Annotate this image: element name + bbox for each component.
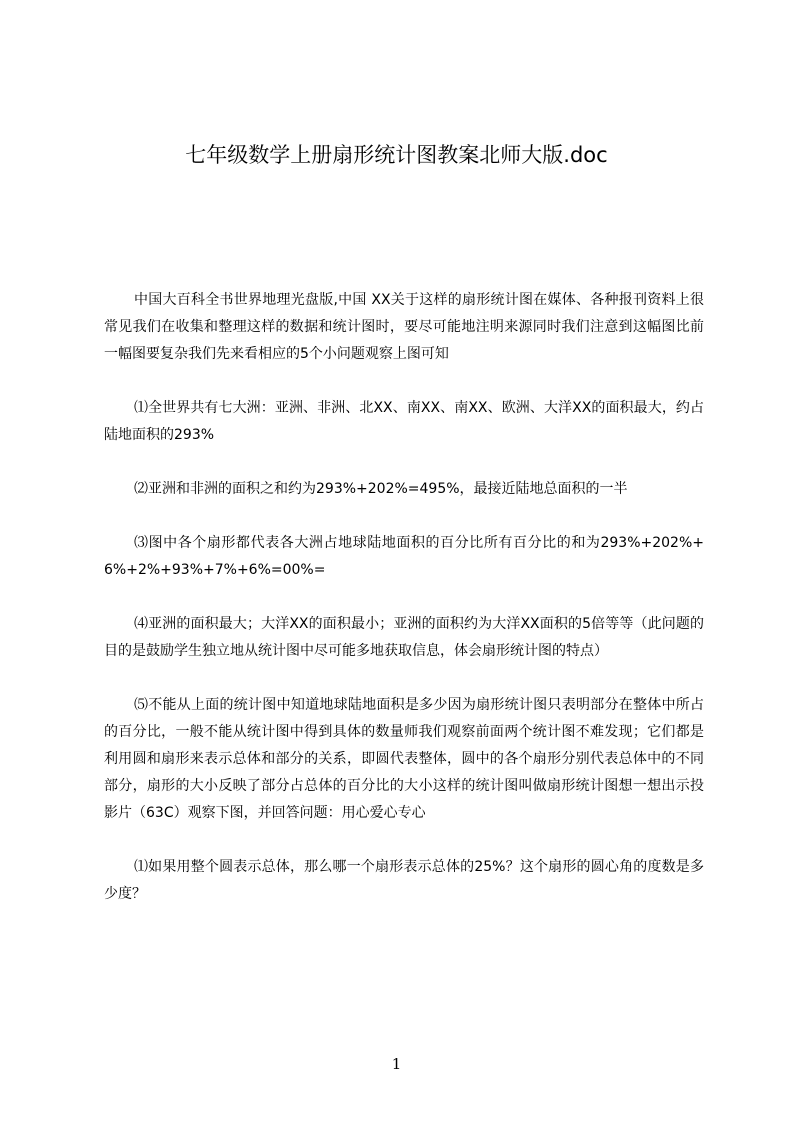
document-body xyxy=(104,287,704,935)
paragraph-exercise-1: ⑴如果用整个圆表示总体，那么哪一个扇形表示总体的25%？这个扇形的圆心角的度数是多少度？ xyxy=(104,859,704,902)
paragraph-question-3: ⑶图中各个扇形都代表各大洲占地球陆地面积的百分比所有百分比的和为293%+202%+6%+2%+93%+7%+6%=00%= xyxy=(104,535,704,578)
paragraph-question-1: ⑴全世界共有七大洲：亚洲、非洲、北XX、南XX、南XX、欧洲、大洋XX的面积最大，约占陆地面积的293% xyxy=(104,400,704,443)
paragraph-question-5: ⑸不能从上面的统计图中知道地球陆地面积是多少因为扇形统计图只表明部分在整体中所占的百分比，一般不能从统计图中得到具体的数量师我们观察前面两个统计图不难发现；它们都是利用圆和扇形来表示总体和部分的关系，即圆代表整体，圆中的各个扇形分别代表总体中的不同部分，扇形的大小反映了部分占总体的百分比的大小这样的统计图叫做扇形统计图想一想出示投影片（63C）观察下图，并回答问题：用心爱心专心 xyxy=(104,697,704,821)
paragraph-question-4: ⑷亚洲的面积最大；大洋XX的面积最小；亚洲的面积约为大洋XX面积的5倍等等（此问题的目的是鼓励学生独立地从统计图中尽可能多地获取信息，体会扇形统计图的特点） xyxy=(104,616,704,659)
page-number: 1 xyxy=(391,1055,402,1073)
paragraph-question-2: ⑵亚洲和非洲的面积之和约为293%+202%=495%，最接近陆地总面积的一半 xyxy=(134,481,628,497)
document-title: 七年级数学上册扇形统计图教案北师大版.doc xyxy=(185,143,608,167)
paragraph-intro: 中国大百科全书世界地理光盘版,中国 XX关于这样的扇形统计图在媒体、各种报刊资料上很常见我们在收集和整理这样的数据和统计图时，要尽可能地注明来源同时我们注意到这幅图比前一幅图要复杂我们先来看相应的5个小问题观察上图可知 xyxy=(104,292,704,362)
